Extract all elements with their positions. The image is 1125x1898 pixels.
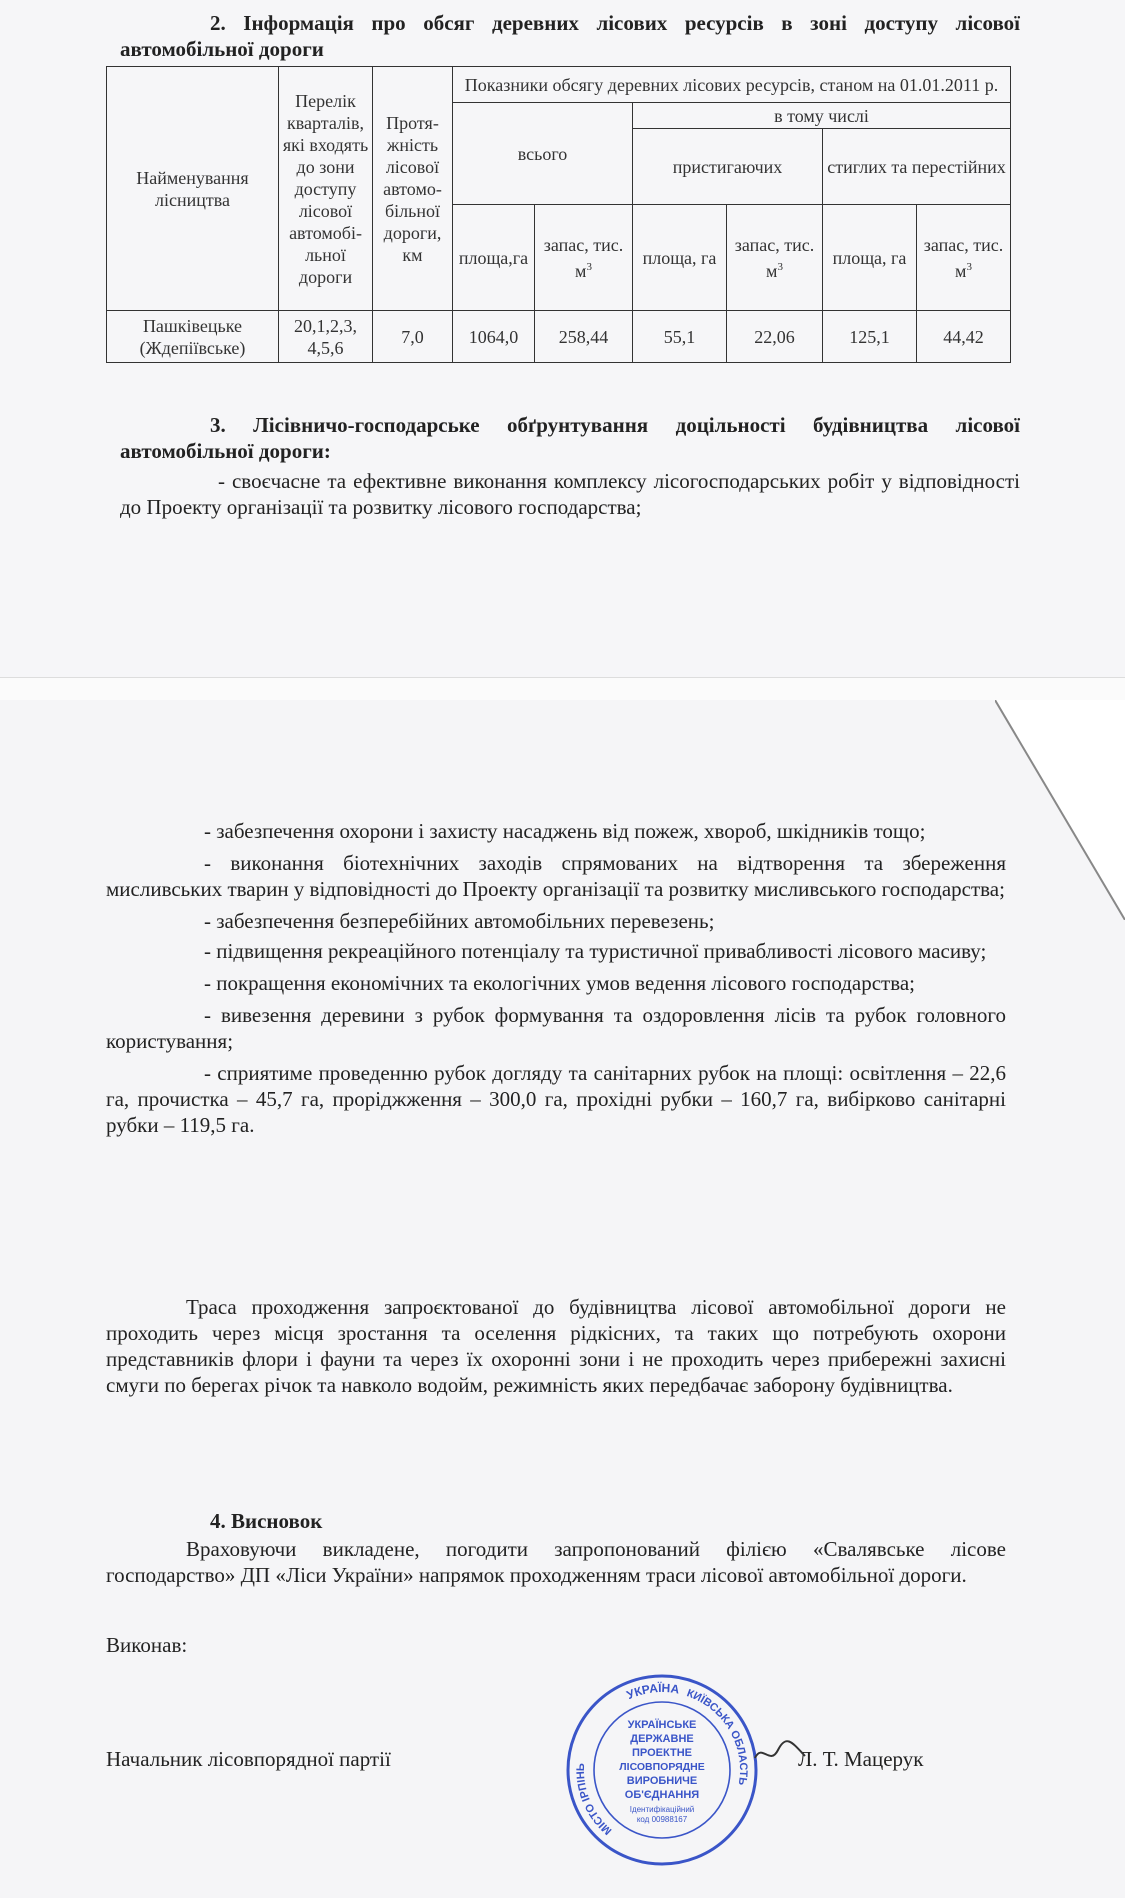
header-total: всього bbox=[453, 103, 633, 205]
stamp-line: ДЕРЖАВНЕ bbox=[630, 1733, 694, 1745]
list-item: - сприятиме проведенню рубок догляду та санітарних рубок на площі: освітлення – 22,6 га, прочистка – 45,7 га, проріджження – 300,0 га, прохідні рубки – 160,7 га, вибірково санітарні рубки – 119,5 га. bbox=[106, 1061, 1006, 1137]
stamp-line: ПРОЕКТНЕ bbox=[632, 1747, 692, 1759]
forest-resources-table bbox=[106, 66, 1011, 363]
header-road-length: Протя-жність лісової автомо-більної дороги, км bbox=[373, 67, 453, 311]
signer-position: Начальник лісовпорядної партії bbox=[106, 1747, 391, 1771]
header-including: в тому числі bbox=[633, 103, 1011, 129]
header-ripening: пристигаючих bbox=[633, 129, 823, 205]
section-4-title: 4. Висновок bbox=[210, 1509, 323, 1533]
header-resource-indicators: Показники обсягу деревних лісових ресурсів, станом на 01.01.2011 р. bbox=[453, 67, 1011, 103]
cell-area-total: 1064,0 bbox=[453, 311, 535, 363]
document-page-1 bbox=[0, 0, 1125, 678]
stamp-code: код 00988167 bbox=[636, 1815, 688, 1824]
stamp-outer-right: КИЇВСЬКА ОБЛАСТЬ bbox=[685, 1687, 750, 1786]
list-item: - забезпечення охорони і захисту насаджень від пожеж, хвороб, шкідників тощо; bbox=[204, 819, 926, 843]
official-stamp bbox=[562, 1670, 762, 1870]
header-quarters: Перелік кварталів, які входять до зони доступу лісової автомобі-льної дороги bbox=[279, 67, 373, 311]
stamp-outer-left: МІСТО ІРПІНЬ bbox=[574, 1763, 615, 1837]
executed-label: Виконав: bbox=[106, 1633, 188, 1657]
header-stock-mature: запас, тис. $м^3$ bbox=[917, 205, 1011, 311]
header-area-mature: площа, га bbox=[823, 205, 917, 311]
stamp-line: ВИРОБНИЧЕ bbox=[626, 1775, 698, 1787]
cell-stock-total: 258,44 bbox=[535, 311, 633, 363]
list-item: - забезпечення безперебійних автомобільних перевезень; bbox=[204, 909, 715, 933]
stamp-outer-top: УКРАЇНА bbox=[624, 1680, 681, 1703]
bullet-list bbox=[106, 818, 1006, 1138]
page-gap bbox=[0, 678, 1125, 700]
list-item: - підвищення рекреаційного потенціалу та туристичної привабливості лісового масиву; bbox=[204, 939, 987, 963]
list-item: - покращення економічних та екологічних умов ведення лісового господарства; bbox=[204, 971, 916, 995]
stamp-line: ЛІСОВПОРЯДНЕ bbox=[619, 1761, 705, 1773]
folded-corner bbox=[995, 700, 1125, 920]
section-3-title: 3. Лісівничо-господарське обґрунтування доцільності будівництва лісової автомобільної дороги: bbox=[120, 413, 1020, 463]
conclusion-paragraph: Враховуючи викладене, погодити запропонований філією «Свалявське лісове господарство» ДП «Ліси України» напрямок проходженням траси лісової автомобільної дороги. bbox=[106, 1537, 1006, 1587]
cell-quarters: 20,1,2,3, 4,5,6 bbox=[279, 311, 373, 363]
list-item: - вивезення деревини з рубок формування та оздоровлення лісів та рубок головного користування; bbox=[106, 1003, 1006, 1053]
stamp-line: ОБ'ЄДНАННЯ bbox=[624, 1789, 700, 1801]
header-stock-total: запас, тис. $м^3$ bbox=[535, 205, 633, 311]
section-2-title: 2. Інформація про обсяг деревних лісових ресурсів в зоні доступу лісової автомобільної дороги bbox=[120, 11, 1020, 61]
cell-forestry-name: Пашківецьке (Ждепіївське) bbox=[107, 311, 279, 363]
route-paragraph: Траса проходження запроєктованої до будівництва лісової автомобільної дороги не проходить через місця зростання та оселення рідкісних, та таких що потребують охорони представників флори і фауни та через їх охоронні зони і не проходить через прибережні захисні смуги по берегах річок та навколо водойм, режимність яких передбачає заборону будівництва. bbox=[106, 1295, 1006, 1397]
header-forestry-name: Найменування лісництва bbox=[107, 67, 279, 311]
cell-area-mature: 125,1 bbox=[823, 311, 917, 363]
signer-name: Л. Т. Мацерук bbox=[798, 1747, 924, 1771]
cell-length: 7,0 bbox=[373, 311, 453, 363]
header-area-ripening: площа, га bbox=[633, 205, 727, 311]
stamp-code-label: Ідентифікаційний bbox=[629, 1805, 695, 1814]
list-item: - виконання біотехнічних заходів спрямованих на відтворення та збереження мисливських тварин у відповідності до Проекту організації та розвитку мисливського господарства; bbox=[106, 851, 1006, 901]
cell-area-ripening: 55,1 bbox=[633, 311, 727, 363]
header-area-total: площа,га bbox=[453, 205, 535, 311]
cell-stock-mature: 44,42 bbox=[917, 311, 1011, 363]
bullet-item: - своєчасне та ефективне виконання комплексу лісогосподарських робіт у відповідності до Проекту організації та розвитку лісового господарства; bbox=[120, 469, 1020, 519]
signature bbox=[750, 1738, 810, 1768]
header-stock-ripening: запас, тис. $м^3$ bbox=[727, 205, 823, 311]
cell-stock-ripening: 22,06 bbox=[727, 311, 823, 363]
table-row bbox=[107, 311, 1011, 363]
header-mature: стиглих та перестійних bbox=[823, 129, 1011, 205]
stamp-line: УКРАЇНСЬКЕ bbox=[627, 1719, 697, 1731]
